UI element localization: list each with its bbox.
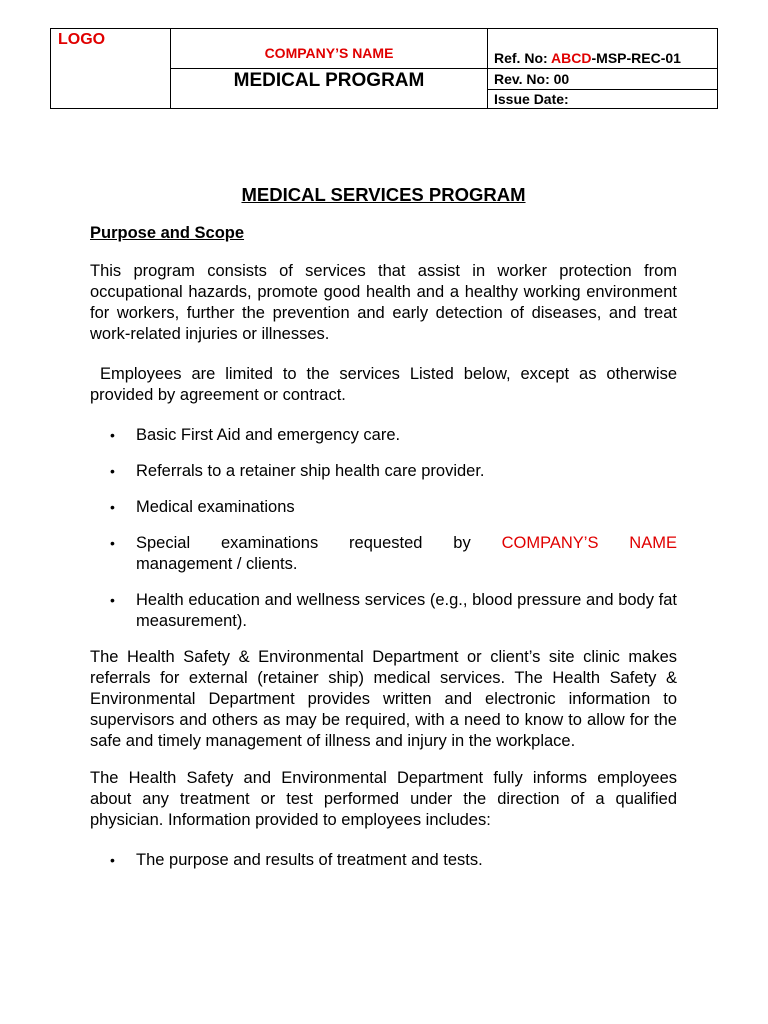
document-header — [50, 28, 718, 109]
list-item: • Basic First Aid and emergency care. — [110, 426, 401, 444]
list-item: • Medical examinations — [110, 498, 295, 516]
ref-code-highlight: ABCD — [551, 50, 592, 66]
special-exam-line: Special examinations requested by COMPANY’S NAME — [136, 534, 677, 552]
program-title-cell — [171, 69, 488, 109]
list-item: • Referrals to a retainer ship health care provider. — [110, 462, 485, 480]
information-list — [90, 850, 677, 871]
document-title: MEDICAL SERVICES PROGRAM — [241, 184, 526, 205]
logo-cell — [51, 29, 171, 109]
rev-no: Rev. No: 00 — [488, 69, 718, 90]
company-name: COMPANY’S NAME — [264, 45, 394, 61]
issue-date: Issue Date: — [488, 90, 718, 109]
company-name-cell — [171, 29, 488, 69]
bullet-icon: • — [110, 535, 115, 551]
document-body — [90, 184, 682, 886]
program-title: MEDICAL PROGRAM — [233, 70, 425, 91]
paragraph-referrals: The Health Safety & Environmental Department or client’s site clinic makes referrals for external (retainer ship) medical services. The Health Safety & Environmental Department provides written and electronic information to supervisors and others as may be required, with a need to know to allow for the safe and timely management of illness and injury in the workplace. — [90, 648, 677, 750]
paragraph-informs: The Health Safety and Environmental Department fully informs employees about any treatment or test performed under the direction of a qualified physician. Information provided to employees includes: — [90, 769, 677, 829]
services-list — [90, 425, 677, 632]
paragraph-purpose: This program consists of services that assist in worker protection from occupational hazards, promote good health and a healthy working environment for workers, further the prevention and early detection of diseases, and treat work-related injuries or illnesses. — [90, 262, 677, 343]
paragraph-limits: Employees are limited to the services Listed below, except as otherwise provided by agreement or contract. — [90, 365, 682, 404]
bullet-icon: • — [110, 592, 115, 608]
list-item: • The purpose and results of treatment and tests. — [110, 851, 483, 869]
bullet-icon: • — [110, 499, 115, 515]
company-name-inline: COMPANY’S NAME — [501, 534, 677, 552]
logo-placeholder: LOGO — [58, 31, 106, 48]
list-item: • Health education and wellness services (e.g., blood pressure and body fat measurement). — [110, 591, 677, 630]
bullet-icon: • — [110, 427, 115, 443]
bullet-icon: • — [110, 463, 115, 479]
section-heading: Purpose and Scope — [90, 224, 245, 242]
list-item: • Special examinations requested by COMPANY’S NAME management / clients. — [110, 534, 677, 573]
ref-no: Ref. No: ABCD-MSP-REC-01 — [488, 29, 718, 69]
bullet-icon: • — [110, 852, 115, 868]
